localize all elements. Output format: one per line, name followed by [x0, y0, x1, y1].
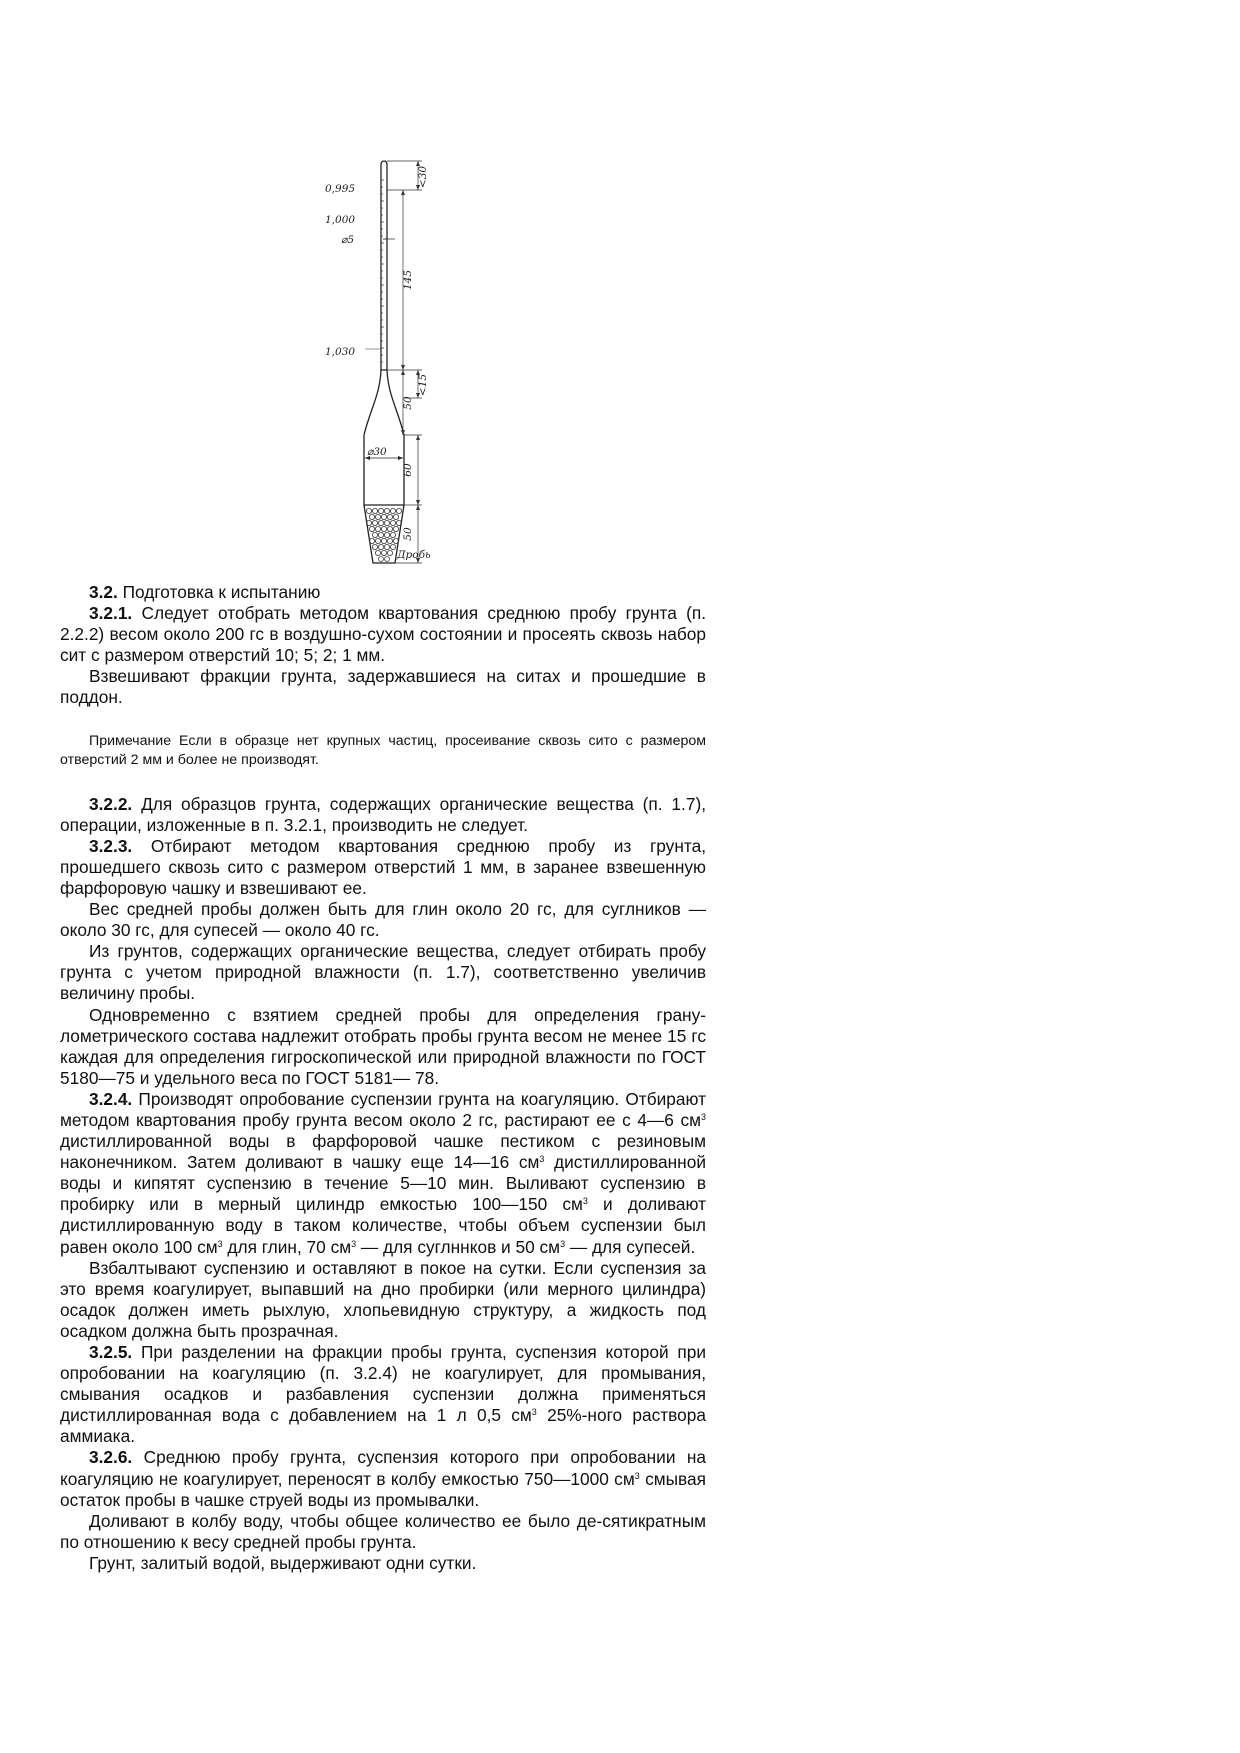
clause-text: 25%-ного раствора аммиака.	[60, 1405, 706, 1447]
clause-number: 3.2.5.	[89, 1342, 133, 1362]
clause-text: Для образцов грунта, содержащих органические вещества (п. 1.7), операции, изложенные в п. 3.2.1, производить не следует.	[60, 793, 706, 835]
document-body	[60, 582, 706, 1574]
hydrometer-drawing	[325, 155, 465, 570]
label-1000: 1,000	[325, 214, 356, 226]
clause-text: Среднюю пробу грунта, суспензия которого при опробовании на коагуляцию не коагулирует, переносят в колбу емкостью 750—1000 см	[60, 1447, 706, 1489]
dim-50-upper: 50	[402, 396, 414, 410]
paragraph-3-2-3-c: Из грунтов, содержащих органические вещества, следует отбирать пробу грунта с учетом природной влажности (п. 1.7), соответственно увеличив величину пробы.	[60, 941, 706, 1004]
paragraph-3-2-4	[60, 1089, 706, 1258]
superscript: 3	[531, 1407, 537, 1418]
paragraph-3-2-3-d: Одновременно с взятием средней пробы для определения грану-лометрического состава надлежит отобрать пробы грунта весом не менее 15 гс каждая для определения гигроскопической или природной влажности по ГОСТ 5180—75 и удельного веса по ГОСТ 5181— 78.	[60, 1004, 706, 1088]
dim-50-lower: 50	[402, 527, 414, 541]
superscript: 3	[634, 1470, 640, 1481]
paragraph-3-2-2	[60, 794, 706, 836]
clause-text: Производят опробование суспензии грунта на коагуляцию. Отбирают методом квартования пробу грунта весом около 2 гс, растирают ее с 4—6 см	[60, 1088, 706, 1130]
superscript: 3	[539, 1154, 545, 1165]
clause-text: Следует отобрать методом квартования среднюю пробу грунта (п. 2.2.2) весом около 200 гс в воздушно-сухом состоянии и просеять сквозь набор сит с размером отверстий 10; 5; 2; 1 мм.	[60, 603, 706, 666]
label-drob: Дробь	[397, 549, 431, 561]
clause-number: 3.2.6.	[89, 1447, 133, 1468]
clause-number: 3.2.1.	[89, 603, 133, 624]
superscript: 3	[582, 1196, 588, 1207]
clause-text: дистиллированной воды в фарфоровой чашке пестиком с резиновым наконечником. Затем доливают в чашку еще 14—16 см	[60, 1131, 706, 1173]
superscript: 3	[351, 1238, 357, 1249]
clause-text: смывая остаток пробы в чашке струей воды из промывалки.	[60, 1468, 706, 1510]
superscript: 3	[700, 1111, 706, 1122]
dim-15: <15	[417, 373, 429, 397]
paragraph-3-2-3-b: Вес средней пробы должен быть для глин около 20 гс, для суглников — около 30 гс, для супесей — около 40 гс.	[60, 899, 706, 941]
clause-text: для глин, 70 см	[222, 1236, 352, 1257]
clause-number: 3.2.3.	[89, 835, 133, 856]
dim-60: 60	[402, 463, 414, 477]
paragraph-3-2-6	[60, 1447, 706, 1510]
paragraph-3-2-4-b: Взбалтывают суспензию и оставляют в покое на сутки. Если суспензия за это время коагулирует, выпавший на дно пробирки (или мерного цилиндра) осадок должен иметь рыхлую, хлопьевидную структуру, а жидкость под осадком должна быть прозрачная.	[60, 1257, 706, 1341]
label-diam-30: ⌀30	[367, 446, 387, 458]
superscript: 3	[217, 1238, 223, 1249]
superscript: 3	[560, 1238, 566, 1249]
clause-text: — для суглннков и 50 см	[356, 1236, 561, 1257]
clause-text: дистиллированной воды и кипятят суспензию в течение 5—10 мин. Выливают суспензию в пробирку или в мерный цилиндр емкостью 100—150 см	[60, 1152, 706, 1215]
clause-number: 3.2.4.	[89, 1088, 133, 1109]
clause-text: и доливают дистиллированную воду в таком количестве, чтобы объем суспензии был равен около 100 см	[60, 1194, 706, 1257]
dim-30: <30	[417, 165, 429, 189]
clause-text: — для супесей.	[565, 1236, 696, 1257]
label-1030: 1,030	[325, 346, 356, 358]
paragraph-3-2-6-c: Грунт, залитый водой, выдерживают одни сутки.	[89, 1552, 477, 1573]
paragraph-3-2-5	[60, 1342, 706, 1447]
paragraph-3-2-1	[60, 603, 706, 666]
note: Примечание Если в образце нет крупных частиц, просеивание сквозь сито с размером отверстий 2 мм и более не производят.	[60, 732, 706, 769]
label-diam-5: ⌀5	[341, 234, 355, 246]
paragraph-3-2-3	[60, 836, 706, 899]
hydrometer-figure	[325, 155, 465, 570]
section-heading	[60, 582, 706, 603]
paragraph-3-2-1-b: Взвешивают фракции грунта, задержавшиеся на ситах и прошедшие в поддон.	[60, 666, 706, 708]
paragraph-3-2-6-b: Доливают в колбу воду, чтобы общее количество ее было де-сятикратным по отношению к весу средней пробы грунта.	[60, 1510, 706, 1552]
clause-number: 3.2.2.	[89, 793, 133, 814]
clause-text: При разделении на фракции пробы грунта, суспензия которой при опробовании на коагуляцию (п. 3.2.4) не коагулирует, для промывания, смывания осадков и разбавления суспензии должна применяться дистиллированная вода с добавлением на 1 л 0,5 см	[60, 1342, 706, 1426]
label-0995: 0,995	[325, 183, 356, 195]
clause-text: Отбирают методом квартования среднюю пробу из грунта, прошедшего сквозь сито с размером отверстий 1 мм, в заранее взвешенную фарфоровую чашку и взвешивают ее.	[60, 835, 706, 898]
section-title: Подготовка к испытанию	[117, 582, 321, 602]
section-number: 3.2.	[89, 582, 118, 602]
dim-145: 145	[402, 269, 414, 291]
